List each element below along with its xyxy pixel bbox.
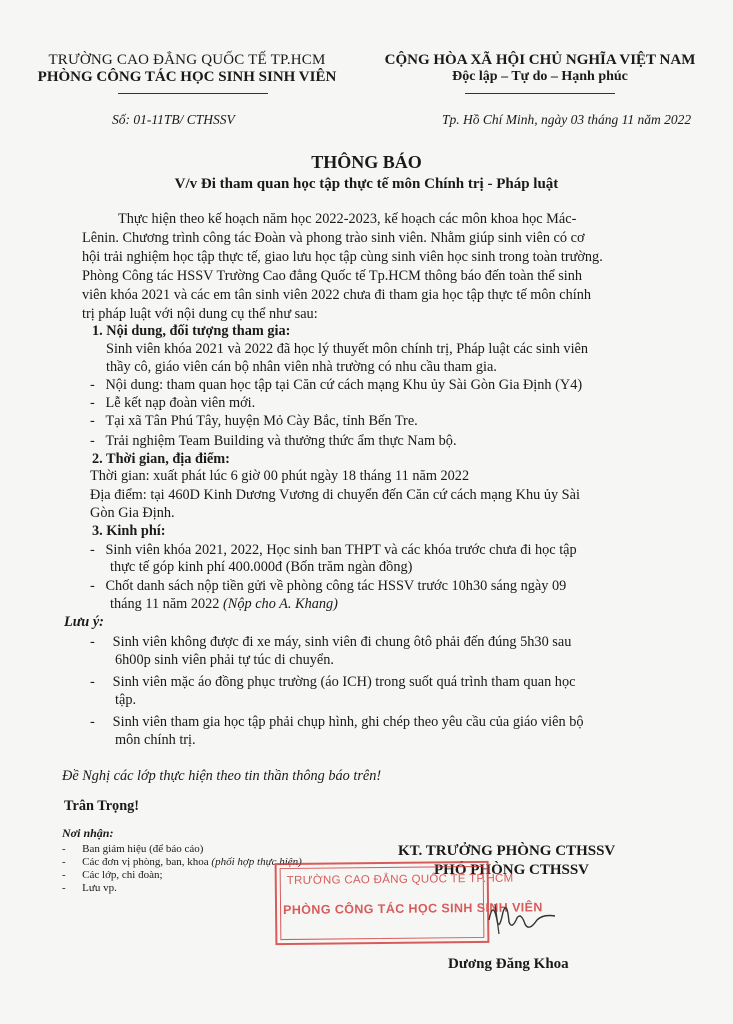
closing-request: Đề Nghị các lớp thực hiện theo tin thần thông báo trên! bbox=[62, 768, 382, 784]
republic-name: CỘNG HÒA XÃ HỘI CHỦ NGHĨA VIỆT NAM bbox=[384, 52, 696, 68]
list-item-text: Chốt danh sách nộp tiền gửi về phòng công tác HSSV trước 10h30 sáng ngày 09 bbox=[105, 578, 567, 594]
intro-line: Phòng Công tác HSSV Trường Cao đẳng Quốc tế Tp.HCM thông báo đến toàn thể sinh bbox=[82, 268, 583, 284]
section-text: Địa điểm: tại 460D Kinh Dương Vương di chuyển đến Căn cứ cách mạng Khu ủy Sài bbox=[90, 487, 580, 503]
note-text: Sinh viên tham gia học tập phải chụp hình, ghi chép theo yêu cầu của giáo viên bộ bbox=[112, 714, 584, 730]
office-name: PHÒNG CÔNG TÁC HỌC SINH SINH VIÊN bbox=[37, 69, 337, 85]
section-text: thầy cô, giáo viên cán bộ nhân viên nhà trường có nhu cầu tham gia. bbox=[106, 359, 497, 375]
list-item: - Nội dung: tham quan học tập tại Căn cứ cách mạng Khu ủy Sài Gòn Gia Định (Y4) bbox=[90, 377, 583, 393]
intro-line: Thực hiện theo kế hoạch năm học 2022-2023, kế hoạch các môn khoa học Mác- bbox=[118, 211, 577, 227]
issuer-underline bbox=[118, 93, 268, 94]
note-text: Sinh viên mặc áo đồng phục trường (áo ICH) trong suốt quá trình tham quan học bbox=[112, 674, 576, 690]
national-motto: Độc lập – Tự do – Hạnh phúc bbox=[452, 69, 628, 84]
list-item-text: Lễ kết nạp đoàn viên mới. bbox=[105, 395, 256, 411]
recipient-text: Ban giám hiệu (để báo cáo) bbox=[82, 843, 204, 855]
document-number: Số: 01-11TB/ CTHSSV bbox=[112, 112, 235, 127]
section-text: Thời gian: xuất phát lúc 6 giờ 00 phút ngày 18 tháng 11 năm 2022 bbox=[90, 468, 470, 484]
list-item: - Tại xã Tân Phú Tây, huyện Mỏ Cày Bắc, tỉnh Bến Tre. bbox=[90, 413, 418, 429]
list-item-text: Nội dung: tham quan học tập tại Căn cứ cách mạng Khu ủy Sài Gòn Gia Định (Y4) bbox=[105, 377, 583, 393]
notes-heading: Lưu ý: bbox=[64, 614, 104, 630]
handwritten-signature bbox=[485, 890, 560, 945]
intro-line: Lênin. Chương trình công tác Đoàn và phong trào sinh viên. Nhằm giúp sinh viên có cơ bbox=[82, 230, 585, 246]
recipient-text: Lưu vp. bbox=[82, 882, 117, 894]
recipient-item: - Các đơn vị phòng, ban, khoa (phối hợp thực hiện) bbox=[62, 856, 302, 868]
recipient-text: Các đơn vị phòng, ban, khoa bbox=[82, 856, 212, 868]
school-name: TRƯỜNG CAO ĐẲNG QUỐC TẾ TP.HCM bbox=[48, 52, 326, 68]
list-item-continuation: thực tế góp kinh phí 400.000đ (Bốn trăm ngàn đồng) bbox=[110, 559, 413, 575]
list-item: - Trải nghiệm Team Building và thưởng thức ẩm thực Nam bộ. bbox=[90, 433, 457, 449]
recipient-text: Các lớp, chi đoàn; bbox=[82, 869, 163, 881]
closing-regards: Trân Trọng! bbox=[64, 798, 140, 814]
section-heading: 3. Kinh phí: bbox=[92, 523, 166, 539]
deadline-text: tháng 11 năm 2022 bbox=[110, 596, 224, 612]
issuer-block bbox=[22, 52, 352, 86]
intro-line: hội trải nghiệm học tập thực tế, giao lưu học tập cùng sinh viên học sinh trong toàn trường. bbox=[82, 249, 603, 265]
intro-line: trị pháp luật với nội dung cụ thể như sau: bbox=[82, 306, 318, 322]
payment-note: (Nộp cho A. Khang) bbox=[223, 596, 338, 612]
intro-line: viên khóa 2021 và các em tân sinh viên 2022 chưa đi tham gia học tập thực tế môn chính bbox=[82, 287, 591, 303]
document-subtitle: V/v Đi tham quan học tập thực tế môn Chính trị - Pháp luật bbox=[174, 176, 559, 192]
stamp-office-text: PHÒNG CÔNG TÁC HỌC SINH SINH VIÊN bbox=[282, 900, 543, 918]
section-text: Gòn Gia Định. bbox=[90, 505, 175, 521]
list-item: - Sinh viên khóa 2021, 2022, Học sinh ban THPT và các khóa trước chưa đi học tập bbox=[90, 542, 577, 558]
list-item-continuation bbox=[110, 595, 338, 613]
signer-role: KT. TRƯỞNG PHÒNG CTHSSV bbox=[398, 843, 616, 859]
recipient-item: - Các lớp, chi đoàn; bbox=[62, 869, 163, 881]
section-heading: 1. Nội dung, đối tượng tham gia: bbox=[92, 323, 291, 339]
note-text: Sinh viên không được đi xe máy, sinh viên đi chung ôtô phải đến đúng 5h30 sau bbox=[112, 634, 572, 650]
list-item-text: Tại xã Tân Phú Tây, huyện Mỏ Cày Bắc, tỉnh Bến Tre. bbox=[105, 413, 418, 429]
section-heading: 2. Thời gian, địa điểm: bbox=[92, 451, 230, 467]
section-text: Sinh viên khóa 2021 và 2022 đã học lý thuyết môn chính trị, Pháp luật các sinh viên bbox=[106, 341, 589, 357]
signer-name: Dương Đăng Khoa bbox=[448, 956, 569, 972]
recipients-heading: Nơi nhận: bbox=[62, 826, 114, 840]
motto-underline bbox=[465, 93, 615, 94]
document-title: THÔNG BÁO bbox=[311, 152, 422, 172]
national-heading bbox=[360, 52, 720, 85]
recipient-item: - Ban giám hiệu (để báo cáo) bbox=[62, 843, 204, 855]
place-date: Tp. Hồ Chí Minh, ngày 03 tháng 11 năm 2022 bbox=[442, 112, 692, 127]
note-item: - Sinh viên không được đi xe máy, sinh viên đi chung ôtô phải đến đúng 5h30 sau bbox=[90, 634, 572, 650]
note-item: - Sinh viên mặc áo đồng phục trường (áo ICH) trong suốt quá trình tham quan học bbox=[90, 674, 576, 690]
list-item: - Chốt danh sách nộp tiền gửi về phòng công tác HSSV trước 10h30 sáng ngày 09 bbox=[90, 578, 567, 594]
recipient-note: (phối hợp thực hiện) bbox=[211, 856, 302, 868]
list-item: - Lễ kết nạp đoàn viên mới. bbox=[90, 395, 256, 411]
note-continuation: tập. bbox=[115, 692, 137, 708]
list-item-text: Trải nghiệm Team Building và thưởng thức ẩm thực Nam bộ. bbox=[105, 433, 457, 449]
recipient-item: - Lưu vp. bbox=[62, 882, 117, 894]
note-item: - Sinh viên tham gia học tập phải chụp hình, ghi chép theo yêu cầu của giáo viên bộ bbox=[90, 714, 584, 730]
stamp-school-text: TRƯỜNG CAO ĐẲNG QUỐC TẾ TP.HCM bbox=[286, 872, 514, 887]
note-continuation: 6h00p sinh viên phải tự túc di chuyển. bbox=[115, 652, 334, 668]
list-item-text: Sinh viên khóa 2021, 2022, Học sinh ban THPT và các khóa trước chưa đi học tập bbox=[105, 542, 577, 558]
signer-title: PHÓ PHÒNG CTHSSV bbox=[434, 862, 590, 878]
note-continuation: môn chính trị. bbox=[115, 732, 196, 748]
